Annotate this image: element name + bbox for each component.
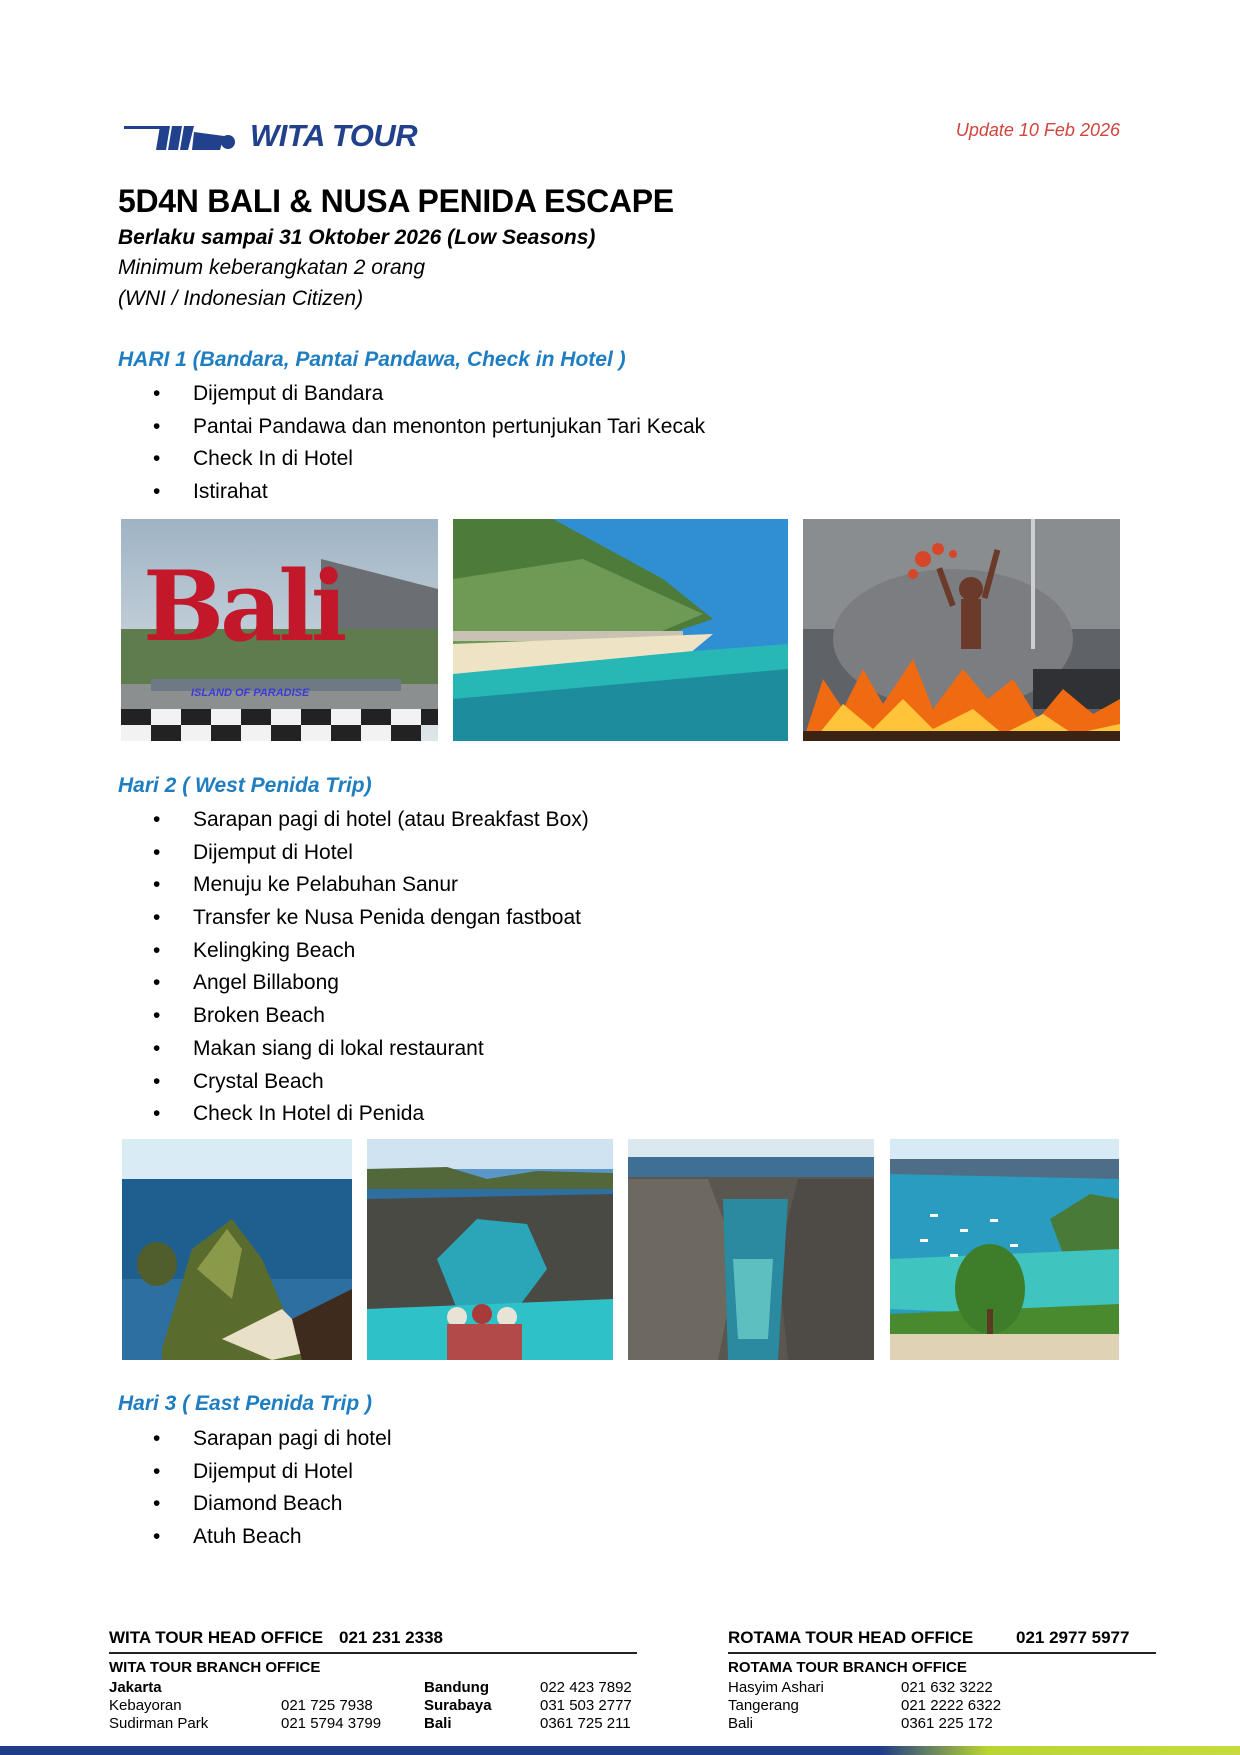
list-item: • Istirahat <box>150 476 705 509</box>
branch-city: Bandung <box>424 1679 489 1696</box>
list-item: • Menuju ke Pelabuhan Sanur <box>150 869 589 902</box>
footer-color-bar-blue <box>0 1746 880 1755</box>
day-2-heading: Hari 2 ( West Penida Trip) <box>118 774 372 797</box>
list-item: • Sarapan pagi di hotel (atau Breakfast Box) <box>150 804 589 837</box>
rotama-head-office-phone: 021 2977 5977 <box>1016 1628 1130 1647</box>
branch-city: Bali <box>424 1715 452 1732</box>
day-2-list <box>150 804 589 1131</box>
kecak-fire-dance-photo <box>803 519 1120 741</box>
rotama-branch-office-label: ROTAMA TOUR BRANCH OFFICE <box>728 1659 967 1676</box>
list-item: • Check In di Hotel <box>150 443 705 476</box>
branch-phone: 021 2222 6322 <box>901 1697 1002 1714</box>
list-item: • Check In Hotel di Penida <box>150 1098 589 1131</box>
angel-billabong-photo <box>367 1139 613 1360</box>
bali-sign-text: Bali <box>143 550 344 663</box>
day-1-list <box>150 378 705 509</box>
day-3-heading: Hari 3 ( East Penida Trip ) <box>118 1392 373 1415</box>
wita-logo-mark-icon <box>124 122 244 154</box>
branch-name: Hasyim Ashari <box>728 1679 824 1696</box>
wita-head-office-phone: 021 231 2338 <box>339 1628 443 1647</box>
list-item: • Broken Beach <box>150 1000 589 1033</box>
list-item: • Dijemput di Hotel <box>150 1456 392 1489</box>
list-item: • Sarapan pagi di hotel <box>150 1423 392 1456</box>
branch-name: Kebayoran <box>109 1697 182 1714</box>
list-item: • Kelingking Beach <box>150 935 589 968</box>
crystal-beach-photo <box>890 1139 1119 1360</box>
logo-text: WITA TOUR <box>250 118 418 153</box>
branch-phone: 031 503 2777 <box>540 1697 632 1714</box>
validity-text: Berlaku sampai 31 Oktober 2026 (Low Seasons) <box>118 226 596 249</box>
branch-phone: 0361 225 172 <box>901 1715 993 1732</box>
wita-branch-office-label: WITA TOUR BRANCH OFFICE <box>109 1659 321 1676</box>
update-date: Update 10 Feb 2026 <box>955 120 1120 140</box>
wita-divider <box>109 1652 637 1654</box>
day-3-list <box>150 1423 392 1554</box>
list-item: • Angel Billabong <box>150 967 589 1000</box>
list-item: • Diamond Beach <box>150 1488 392 1521</box>
branch-name: Tangerang <box>728 1697 799 1714</box>
wita-tour-logo <box>124 122 244 154</box>
wita-head-office-label: WITA TOUR HEAD OFFICE <box>109 1628 324 1647</box>
citizen-text: (WNI / Indonesian Citizen) <box>118 287 364 310</box>
rotama-divider <box>728 1652 1156 1654</box>
min-departure-text: Minimum keberangkatan 2 orang <box>118 256 426 279</box>
list-item: • Crystal Beach <box>150 1066 589 1099</box>
kelingking-beach-photo <box>122 1139 352 1360</box>
pandawa-beach-photo <box>453 519 788 741</box>
list-item: • Dijemput di Bandara <box>150 378 705 411</box>
footer-color-bar-green <box>880 1746 1240 1755</box>
broken-beach-photo <box>628 1139 874 1360</box>
list-item: • Transfer ke Nusa Penida dengan fastboat <box>150 902 589 935</box>
branch-phone: 021 5794 3799 <box>281 1715 382 1732</box>
rotama-head-office-label: ROTAMA TOUR HEAD OFFICE <box>728 1628 974 1647</box>
list-item: • Atuh Beach <box>150 1521 392 1554</box>
list-item: • Pantai Pandawa dan menonton pertunjukan Tari Kecak <box>150 411 705 444</box>
branch-name: Sudirman Park <box>109 1715 209 1732</box>
branch-phone: 0361 725 211 <box>540 1715 631 1732</box>
list-item: • Dijemput di Hotel <box>150 837 589 870</box>
branch-city: Surabaya <box>424 1697 492 1714</box>
bali-sign-photo <box>121 519 438 741</box>
jakarta-label: Jakarta <box>109 1679 162 1696</box>
branch-phone: 021 632 3222 <box>901 1679 993 1696</box>
branch-phone: 022 423 7892 <box>540 1679 632 1696</box>
branch-name: Bali <box>728 1715 754 1732</box>
day-1-heading: HARI 1 (Bandara, Pantai Pandawa, Check in Hotel ) <box>118 348 626 371</box>
list-item: • Makan siang di lokal restaurant <box>150 1033 589 1066</box>
branch-phone: 021 725 7938 <box>281 1697 373 1714</box>
package-title: 5D4N BALI & NUSA PENIDA ESCAPE <box>118 183 674 219</box>
bali-sign-subtext: ISLAND OF PARADISE <box>191 687 310 699</box>
